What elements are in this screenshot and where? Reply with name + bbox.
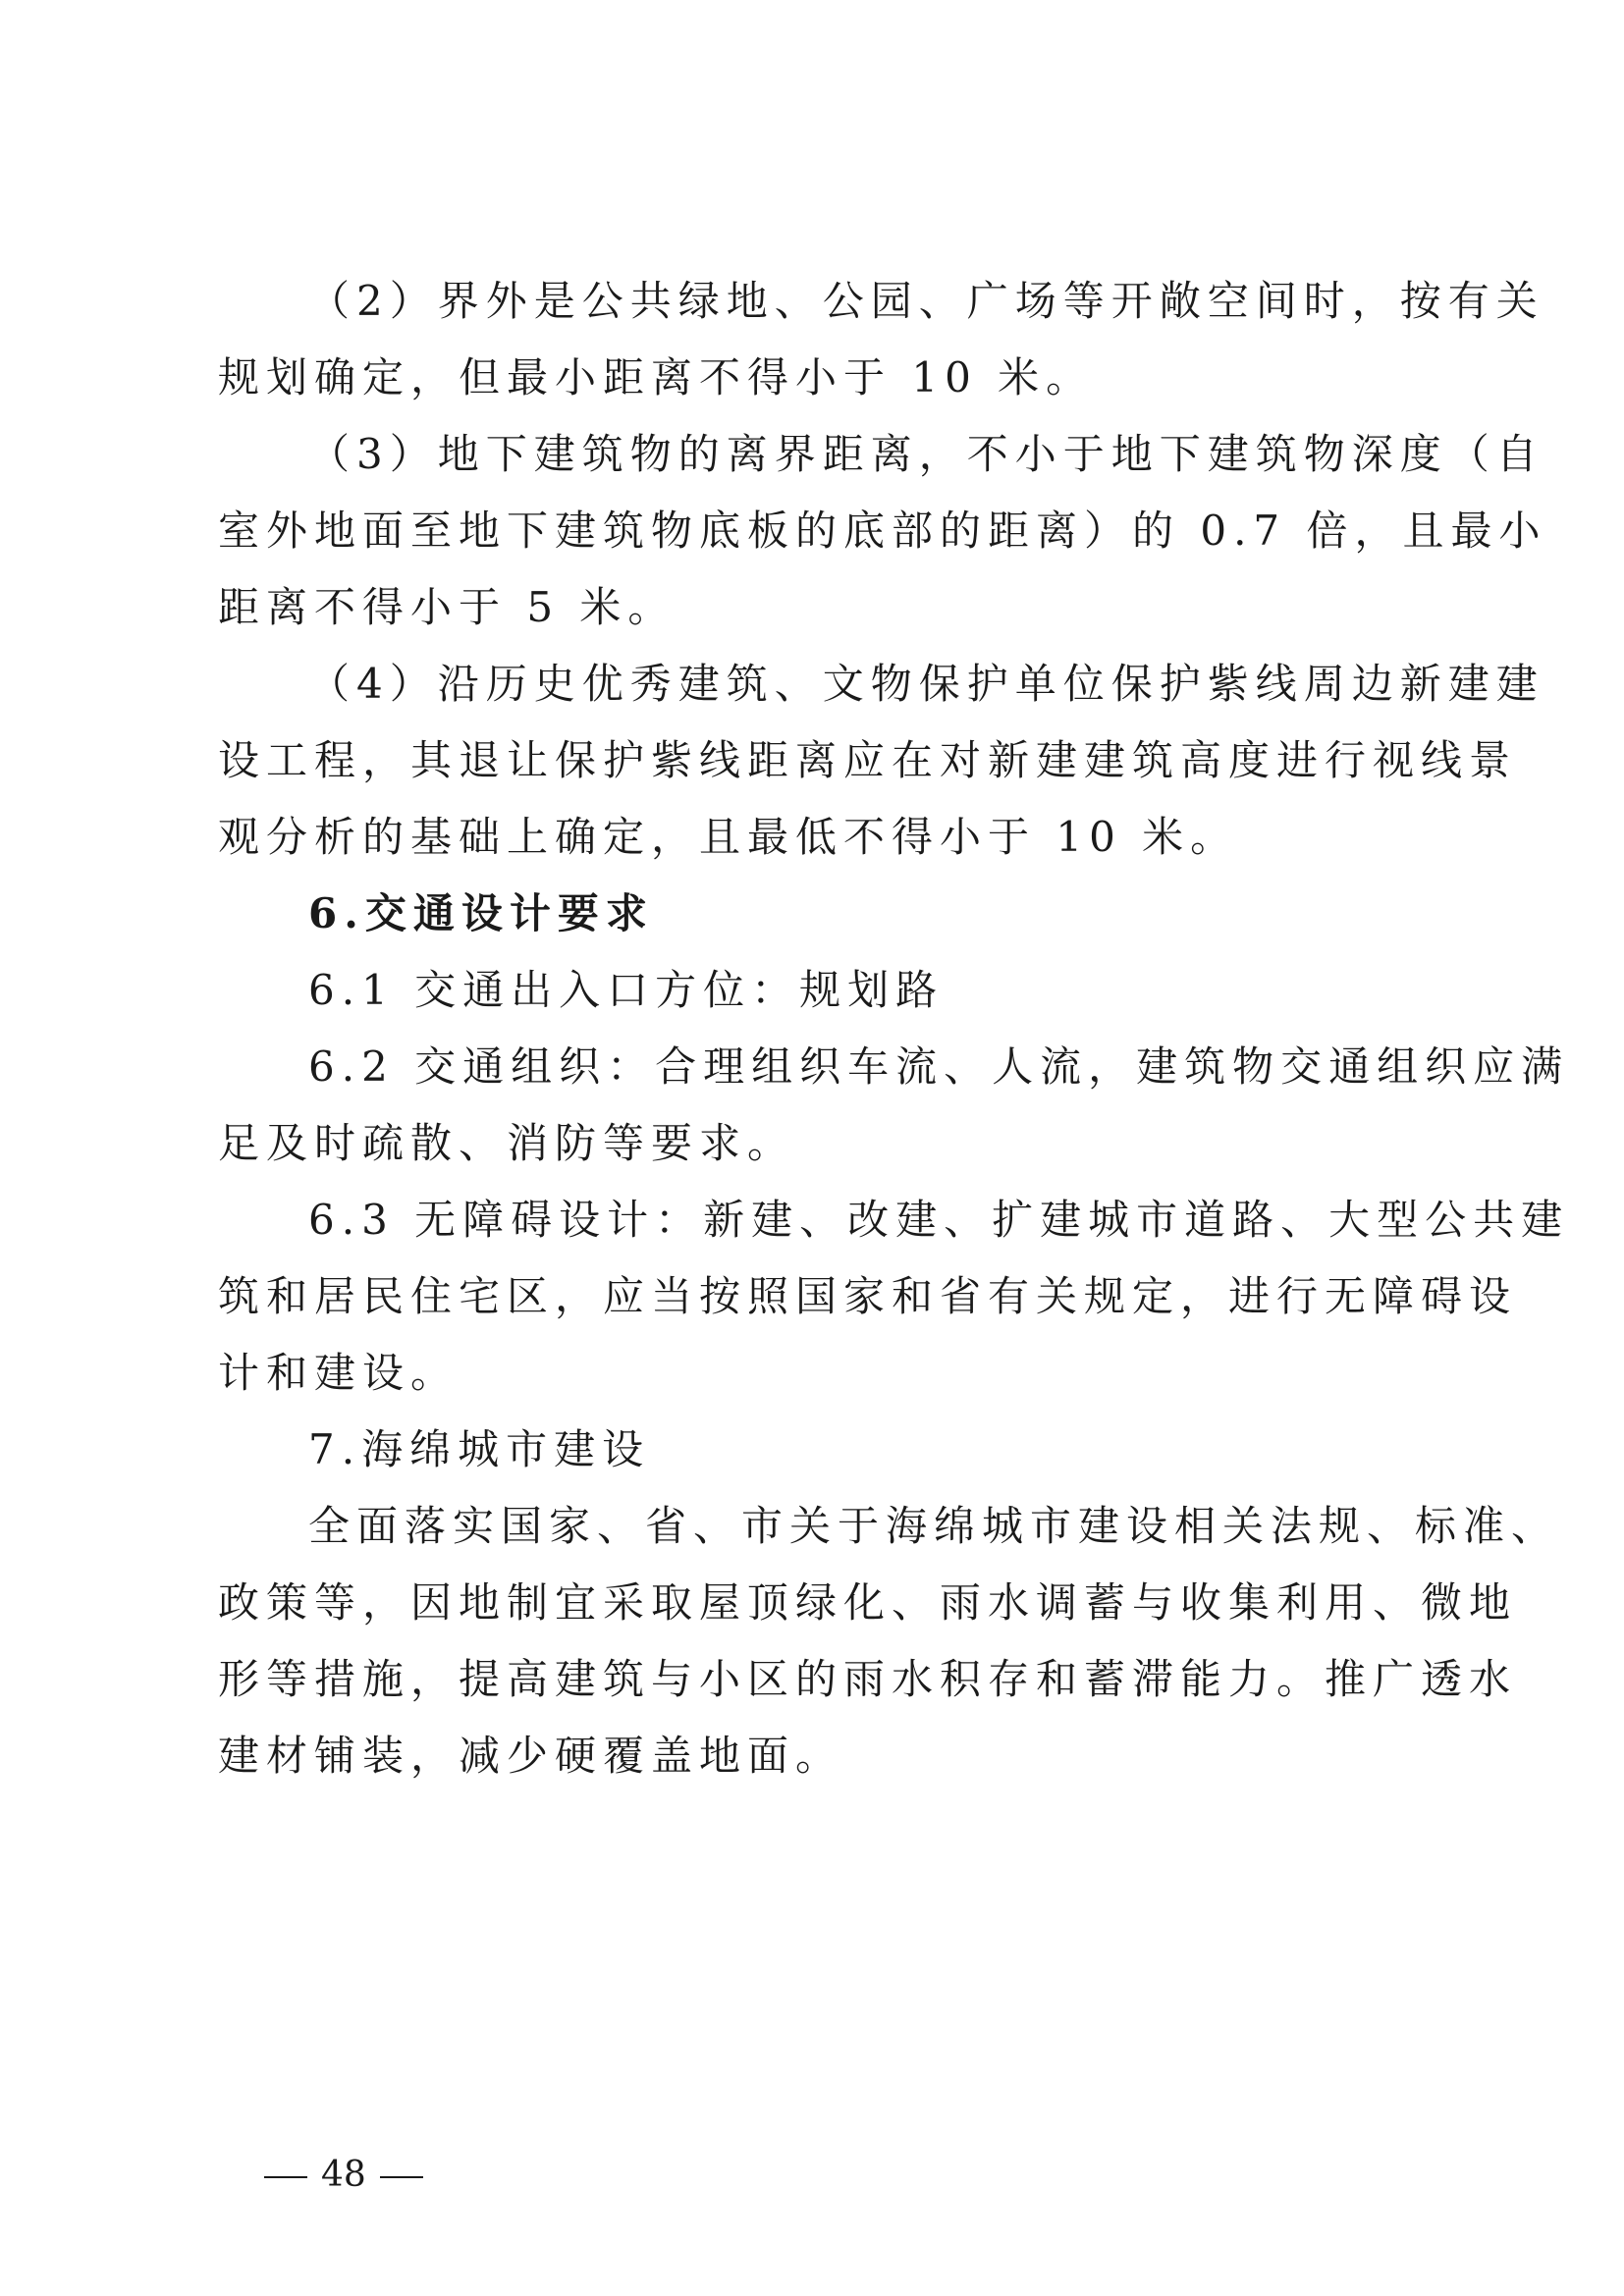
dash-right — [380, 2176, 423, 2178]
paragraph-line: 政策等，因地制宜采取屋顶绿化、雨水调蓄与收集利用、微地 — [218, 1578, 1518, 1627]
paragraph-line: 建材铺装，减少硬覆盖地面。 — [218, 1732, 844, 1780]
paragraph-line: 室外地面至地下建筑物底板的底部的距离）的 0.7 倍，且最小 — [218, 507, 1547, 555]
paragraph-line: （2）界外是公共绿地、公园、广场等开敞空间时，按有关 — [308, 277, 1544, 325]
paragraph-line: 距离不得小于 5 米。 — [218, 583, 677, 631]
page-number: 48 — [321, 2155, 366, 2195]
section-heading-sponge-city: 7.海绵城市建设 — [308, 1425, 651, 1473]
dash-left — [264, 2176, 307, 2178]
paragraph-line: 计和建设。 — [218, 1349, 460, 1397]
document-body — [218, 263, 1570, 1794]
paragraph-line: 6.2 交通组织：合理组织车流、人流，建筑物交通组织应满 — [308, 1042, 1570, 1091]
paragraph-line: 6.3 无障碍设计：新建、改建、扩建城市道路、大型公共建 — [308, 1196, 1570, 1244]
paragraph-line: 观分析的基础上确定，且最低不得小于 10 米。 — [218, 813, 1239, 861]
paragraph-line: 6.1 交通出入口方位：规划路 — [308, 966, 945, 1014]
paragraph-line: （4）沿历史优秀建筑、文物保护单位保护紫线周边新建建 — [308, 660, 1544, 708]
paragraph-line: （3）地下建筑物的离界距离，不小于地下建筑物深度（自 — [308, 430, 1544, 478]
paragraph-line: 足及时疏散、消防等要求。 — [218, 1119, 796, 1167]
section-heading-traffic: 6.交通设计要求 — [308, 889, 654, 937]
paragraph-line: 形等措施，提高建筑与小区的雨水积存和蓄滞能力。推广透水 — [218, 1655, 1518, 1703]
paragraph-line: 设工程，其退让保护紫线距离应在对新建建筑高度进行视线景 — [218, 736, 1518, 784]
paragraph-line: 全面落实国家、省、市关于海绵城市建设相关法规、标准、 — [308, 1502, 1560, 1550]
paragraph-line: 筑和居民住宅区，应当按照国家和省有关规定，进行无障碍设 — [218, 1272, 1518, 1320]
page-footer — [250, 2146, 437, 2205]
paragraph-line: 规划确定，但最小距离不得小于 10 米。 — [218, 353, 1095, 401]
